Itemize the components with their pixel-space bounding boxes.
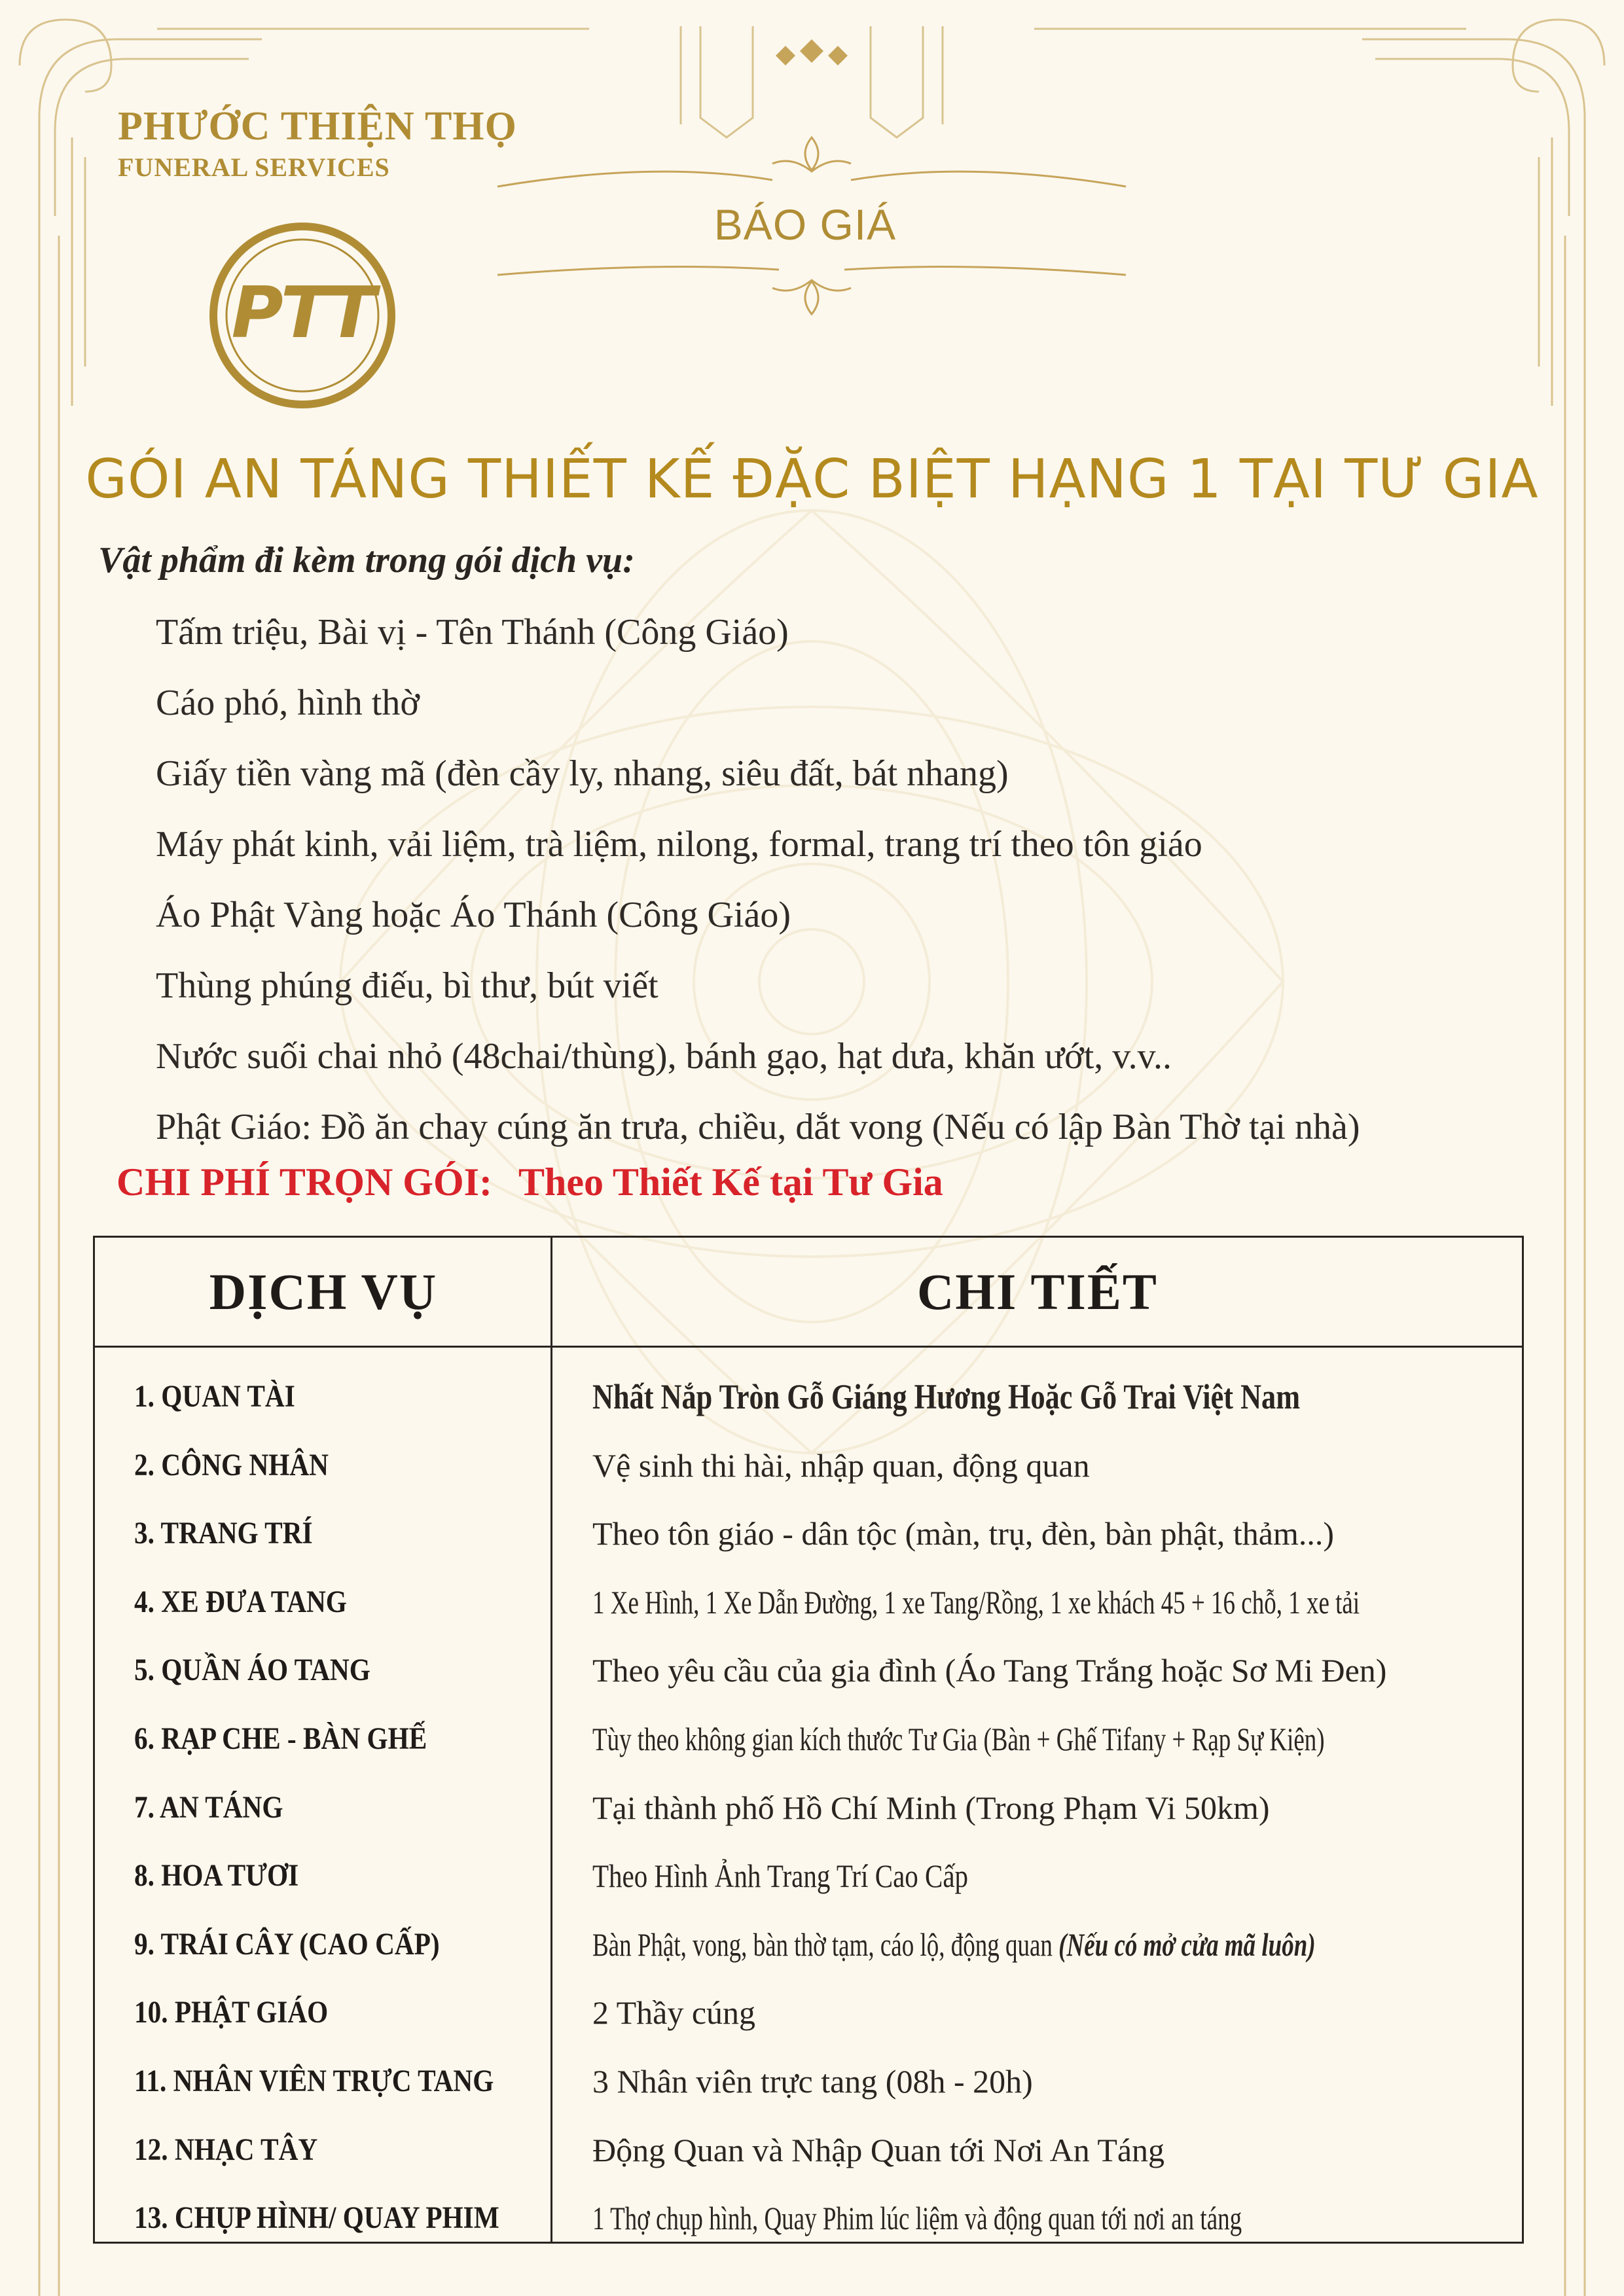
service-detail: 2 Thầy cúng: [592, 1994, 756, 2032]
table-row: [95, 1367, 1522, 1436]
service-detail: 3 Nhân viên trực tang (08h - 20h): [592, 2062, 1033, 2100]
service-name: 13. CHỤP HÌNH/ QUAY PHIM: [134, 2200, 499, 2236]
table-row: [95, 1436, 1522, 1505]
package-cost-label: CHI PHÍ TRỌN GÓI:: [117, 1160, 492, 1204]
service-name: 3. TRANG TRÍ: [134, 1516, 313, 1551]
table-row: [95, 1710, 1522, 1778]
service-detail: Tại thành phố Hồ Chí Minh (Trong Phạm Vi 50km): [592, 1789, 1270, 1826]
service-name: 1. QUAN TÀI: [134, 1379, 295, 1414]
service-detail: Tùy theo không gian kích thước Tư Gia (Bàn + Ghế Tifany + Rạp Sự Kiện): [592, 1720, 1325, 1757]
service-name: 7. AN TÁNG: [134, 1789, 283, 1825]
brand-name: PHƯỚC THIỆN THỌ: [118, 104, 517, 149]
table-row: [95, 1641, 1522, 1710]
list-item: Áo Phật Vàng hoặc Áo Thánh (Công Giáo): [156, 895, 791, 935]
service-name: 10. PHẬT GIÁO: [134, 1995, 329, 2030]
table-row: [95, 1983, 1522, 2052]
service-name: 12. NHẠC TÂY: [134, 2132, 318, 2167]
service-detail: Động Quan và Nhập Quan tới Nơi An Táng: [592, 2131, 1165, 2168]
package-cost-value: Theo Thiết Kế tại Tư Gia: [518, 1160, 943, 1204]
table-row: [95, 1778, 1522, 1847]
table-row: [95, 2189, 1522, 2257]
service-detail: Theo yêu cầu của gia đình (Áo Tang Trắng hoặc Sơ Mi Đen): [592, 1652, 1387, 1689]
service-detail: Vệ sinh thi hài, nhập quan, động quan: [592, 1446, 1090, 1484]
table-body: [95, 1367, 1522, 2257]
table-row: [95, 1846, 1522, 1915]
service-detail: Theo tôn giáo - dân tộc (màn, trụ, đèn, bàn phật, thảm...): [592, 1515, 1335, 1552]
table-row: [95, 2121, 1522, 2189]
service-table: [93, 1236, 1524, 2244]
service-name: 6. RẠP CHE - BÀN GHẾ: [134, 1721, 427, 1756]
list-item: Máy phát kinh, vải liệm, trà liệm, nilong, formal, trang trí theo tôn giáo: [156, 824, 1202, 865]
brand-tagline: FUNERAL SERVICES: [118, 152, 390, 182]
service-name: 2. CÔNG NHÂN: [134, 1447, 329, 1482]
table-row: [95, 2052, 1522, 2121]
service-name: 9. TRÁI CÂY (CAO CẤP): [134, 1926, 440, 1962]
package-cost-line: [117, 1160, 943, 1205]
service-name: 5. QUẦN ÁO TANG: [134, 1653, 370, 1688]
logo-monogram: PTT: [231, 272, 374, 354]
table-row: [95, 1573, 1522, 1641]
service-detail-note: (Nếu có mở cửa mã luôn): [1058, 1926, 1316, 1963]
service-name: 4. XE ĐƯA TANG: [134, 1584, 347, 1619]
list-item: Tấm triệu, Bài vị - Tên Thánh (Công Giáo): [156, 612, 789, 653]
list-item: Nước suối chai nhỏ (48chai/thùng), bánh gạo, hạt dưa, khăn ướt, v.v..: [156, 1036, 1172, 1077]
service-name: 8. HOA TƯƠI: [134, 1858, 299, 1893]
header-service: DỊCH VỤ: [209, 1263, 438, 1320]
service-name: 11. NHÂN VIÊN TRỰC TANG: [134, 2063, 494, 2098]
header-detail: CHI TIẾT: [917, 1263, 1158, 1320]
table-row: [95, 1915, 1522, 1984]
included-items-list: [156, 597, 1360, 1162]
package-title: GÓI AN TÁNG THIẾT KẾ ĐẶC BIỆT HẠNG 1 TẠI TƯ GIA: [85, 448, 1539, 511]
service-detail: 1 Xe Hình, 1 Xe Dẫn Đường, 1 xe Tang/Rồng, 1 xe khách 45 + 16 chỗ, 1 xe tải: [592, 1583, 1360, 1621]
service-detail: 1 Thợ chụp hình, Quay Phim lúc liệm và động quan tới nơi an táng: [592, 2200, 1242, 2237]
service-detail-wrap: [592, 1915, 1316, 1974]
document-label: BÁO GIÁ: [713, 200, 897, 249]
service-detail: Nhất Nắp Tròn Gỗ Giáng Hương Hoặc Gỗ Trai Việt Nam: [592, 1377, 1301, 1416]
list-item: Cáo phó, hình thờ: [156, 683, 420, 723]
list-item: Thùng phúng điếu, bì thư, bút viết: [156, 965, 659, 1006]
table-header: [95, 1238, 1522, 1348]
service-detail: Bàn Phật, vong, bàn thờ tạm, cáo lộ, động quan: [592, 1926, 1053, 1963]
table-row: [95, 1504, 1522, 1573]
list-item: Giấy tiền vàng mã (đèn cầy ly, nhang, siêu đất, bát nhang): [156, 753, 1009, 794]
service-detail: Theo Hình Ảnh Trang Trí Cao Cấp: [592, 1857, 969, 1895]
list-item: Phật Giáo: Đồ ăn chay cúng ăn trưa, chiều, dắt vong (Nếu có lập Bàn Thờ tại nhà): [156, 1107, 1360, 1147]
items-heading: Vật phẩm đi kèm trong gói dịch vụ:: [98, 540, 635, 581]
